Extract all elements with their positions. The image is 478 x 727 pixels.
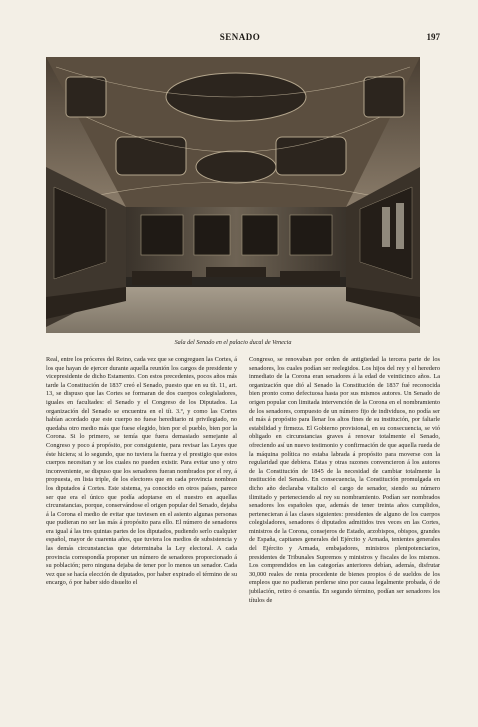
text-column-left [46, 356, 237, 712]
body-paragraph: Real, entre los próceres del Reino, cada vez que se congreguen las Cortes, á los que hayan de ejercer durante aquella reunión los cargos de presidente y vicepresidente de dicho Estamento. Con estos precedentes, pocos años más tarde la Constitución de 1837 creó el Senado, puesto que en su tít. 11, art. 13, se dispuso que las Cortes se formaran de dos cuerpos colegisladores, iguales en facultades: el Senado y el Congreso de los Diputados. La organización del Senado se encuentra en el tít. 3.º, y como las Cortes habían acordado que este cuerpo no fuese hereditario ni privilegiado, no quedaba otro medio más que fuese elegido, bien por el pueblo, bien por la Corona. Si lo primero, se temía que fuera demasiado semejante al Congreso y poco á propósito, por consiguiente, para revisar las Leyes que éste hiciera; si lo segundo, que no tuviera la fuerza y el prestigio que estos cuerpos necesitan y se los cuales no pueden existir. Para evitar uno y otro inconveniente, se dispuso que los senadores fueran nombrados por el rey, á propuesta, en lista triple, de los electores que en cada provincia nombran los diputados á Cortes. Este sistema, ya conocido en otros países, parece ser que era el único que podía adoptarse en el nuestro en aquellas circunstancias, porque, conservándose el origen popular del Senado, dejaba á la Corona el medio de evitar que tuviesen en el asiento algunas personas que pudieran no ser las más á propósito para ello. El número de senadores era igual á las tres quintas partes de los diputados, pudiendo serlo cualquier español, mayor de cuarenta años, que tuviera los medios de subsistencia y las demás circunstancias que determinaba la Ley electoral. A cada provincia correspondía proponer un número de senadores proporcionado á su población; pero ninguna dejaba de tener por lo menos un senador. Cada vez que se hacía elección de diputados, por haber expirado el término de su encargo, ó por haber sido disuelto el [46, 356, 237, 587]
body-paragraph: Congreso, se renovaban por orden de antigüedad la tercera parte de los senadores, los cuales podían ser reelegidos. Los hijos del rey y el heredero inmediato de la Corona eran senadores á la edad de veinticinco años. La organización que dió al Senado la Constitución de 1837 fué reconocida bien pronto como defectuosa hasta por sus mismos autores. Un Senado de origen popular con limitada intervención de la Corona en el nombramiento de los senadores, compuesto de un número fijo de individuos, no podía ser el más á propósito para llenar los altos fines de su institución, por faltarle estabilidad y firmeza. El Gobierno provisional, en su consecuencia, se vió obligado en circunstancias graves á renovar totalmente el Senado, ofreciendo así un nuevo testimonio y confirmación de que aquella rueda de la máquina política no estaba labrada á propósito para moverse con la regularidad que debiera. Estas y otras razones convencieron á los autores de la Constitución de 1845 de la necesidad de cambiar totalmente la institución del Senado. En consecuencia, la Constitución promulgada en dicho año declaraba vitalicio el cargo de senador, siendo su número ilimitado y perteneciendo al rey su nombramiento. Podían ser nombrados senadores los españoles que, además de tener treinta años cumplidos, pertenecieran á las clases siguientes: presidentes de alguno de los cuerpos colegisladores, senadores ó diputados admitidos tres veces en las Cortes, ministros de la Corona, consejeros de Estado, arzobispos, obispos, grandes de España, capitanes generales del Ejército y Armada, tenientes generales del Ejército y Armada, embajadores, ministros plenipotenciarios, presidentes de Tribunales Supremos y ministros y fiscales de los mismos. Los comprendidos en las categorías anteriores debían, además, disfrutar 30,000 reales de renta procedente de bienes propios ó de sueldos de los empleos que no pudieran perderse sino por causa legalmente probada, ó de jubilación, retiro ó cesantía. En segundo término, podían ser senadores los títulos de [249, 356, 440, 604]
page-number: 197 [426, 32, 440, 42]
senate-hall-illustration [46, 57, 420, 333]
header-title: SENADO [219, 32, 261, 42]
figure-caption: Sala del Senado en el palacio ducal de Venecia [174, 339, 292, 346]
text-column-right [249, 356, 440, 712]
running-header [40, 32, 440, 46]
senate-hall-photograph [46, 57, 420, 333]
